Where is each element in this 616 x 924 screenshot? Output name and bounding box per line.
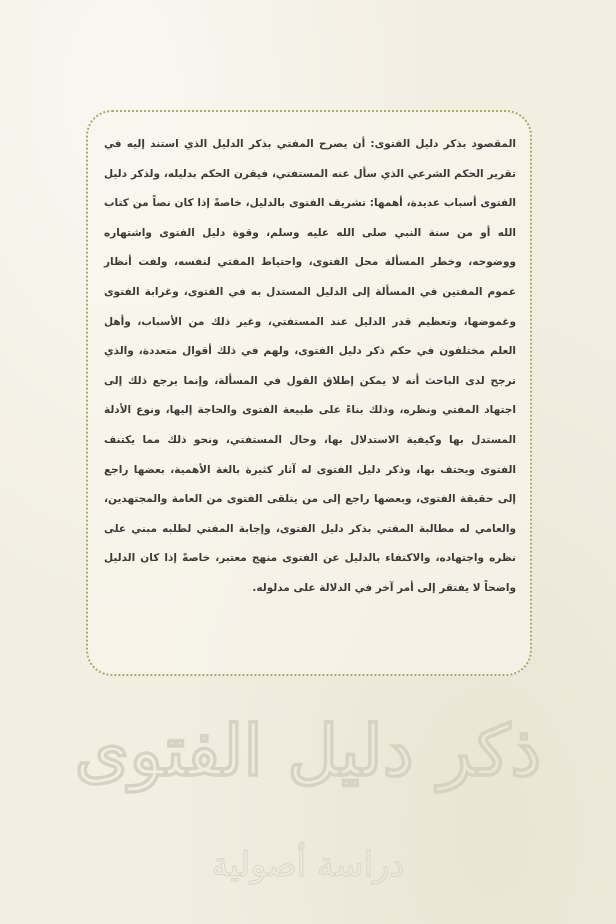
back-cover-abstract: المقصود بذكر دليل الفتوى: أن يصرح المفتي بذكر الدليل الذي استند إليه في تقرير الحكم الشرعي الذي سأل عنه المستفتي، فيقرن الحكم بدليله، ولذكر دليل الفتوى أسباب عديدة، أهمها: تشريف الفتوى بالدليل، خاصةً إذا كان نصاً من كتاب الله أو من سنة النبي صلى الله عليه وسلم، وقوة دليل الفتوى واشتهاره ووضوحه، وخطر المسألة محل الفتوى، واحتياط المفتي لنفسه، ولفت أنظار عموم المفتين في المسألة إلى الدليل المستدل به في الفتوى، وغرابة الفتوى وغموضها، وتعظيم قدر الدليل عند المستفتي، وغير ذلك من الأسباب، وأهل العلم مختلفون في حكم ذكر دليل الفتوى، ولهم في ذلك أقوال متعددة، والذي ترجح لدى الباحث أنه لا يمكن إطلاق القول في المسألة، وإنما يرجع ذلك إلى اجتهاد المفتي ونظره، وذلك بناءً على طبيعة الفتوى والحاجة إليها، ونوع الأدلة المستدل بها وكيفية الاستدلال بها، وحال المستفتي، ونحو ذلك مما يكتنف الفتوى ويحتف بها، وذكر دليل الفتوى له آثار كثيرة بالغة الأهمية، بعضها راجع إلى حقيقة الفتوى، وبعضها راجع إلى من يتلقى الفتوى من العامة والمجتهدين، والعامي له مطالبة المفتي بذكر دليل الفتوى، وإجابة المفتي لطلبه مبني على نظره واجتهاده، والاكتفاء بالدليل عن الفتوى منهج معتبر، خاصةً إذا كان الدليل واضحاً لا يفتقر إلى أمر آخر في الدلالة على مدلوله. [104,138,516,594]
watermark-subtitle: دراسة أصولية [211,845,405,885]
watermark-title: ذكر دليل الفتوى [74,709,542,792]
